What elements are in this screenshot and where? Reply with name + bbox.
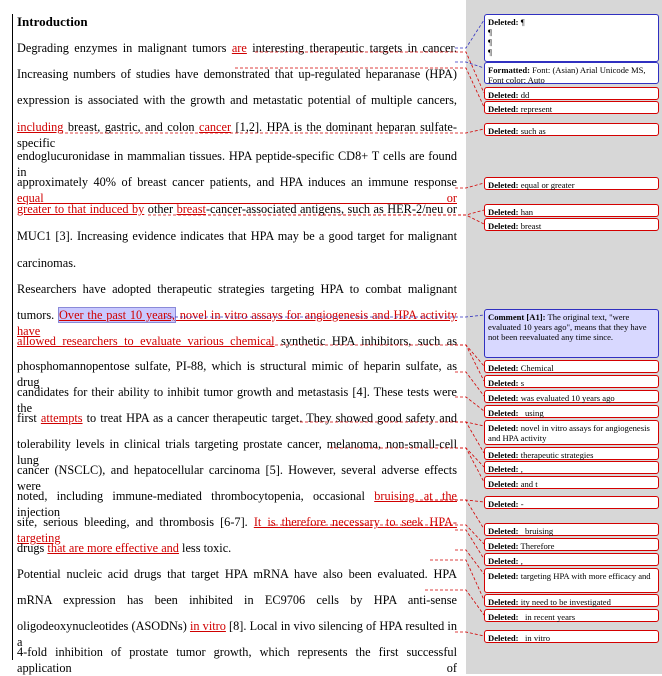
text-run: to treat HPA as a cancer therapeutic target. They showed good safety and [82, 411, 458, 425]
text-run: carcinomas. [17, 256, 77, 270]
inserted-text: that are more effective and [47, 541, 179, 555]
change-bar [12, 14, 13, 660]
text-run: Potential nucleic acid drugs that target HPA mRNA have also been evaluated. HPA [17, 567, 457, 581]
balloon-text: ¶ ¶ ¶ ¶ [488, 17, 525, 57]
balloon-text: han [518, 207, 534, 217]
deletion-balloon[interactable] [484, 594, 659, 607]
text-line [17, 410, 457, 426]
deletion-balloon[interactable] [484, 390, 659, 403]
text-run: interesting therapeutic targets in cancer. [246, 41, 457, 55]
text-run: approximately 40% of breast cancer patients, and HPA induces an immune response [17, 175, 457, 189]
inserted-text: novel in vitro assays for angiogenesis and HPA activity have [17, 308, 458, 338]
text-run: expression is associated with the growth and metastatic potential of multiple cancers, [17, 93, 457, 107]
text-line [17, 644, 457, 675]
text-run: cancer (NSCLC), and hepatocellular carcinoma [5]. However, several adverse effects were [17, 463, 457, 493]
deletion-balloon[interactable] [484, 420, 659, 445]
text-run: [8]. Local in vivo silencing of HPA resulted in a [17, 619, 457, 649]
text-run: phosphomannopentose sulfate, PI-88, which is structural mimic of heparin sulfate, as drug [17, 359, 457, 389]
text-line [17, 514, 458, 545]
text-run: [1,2]. HPA is the dominant heparan sulfate-specific [17, 120, 457, 150]
balloon-text: was evaluated 10 years ago [518, 393, 615, 403]
deletion-balloon[interactable] [484, 177, 659, 190]
balloon-text: ity need to be investigated [518, 597, 611, 607]
text-run: candidates for their ability to inhibit tumor growth and metastasis [4]. These tests were the [17, 385, 457, 415]
text-run: Researchers have adopted therapeutic strategies targeting HPA to combat malignant [17, 282, 457, 296]
deletion-balloon[interactable] [484, 630, 659, 643]
balloon-label: Deleted: [488, 450, 519, 460]
text-run: drugs [17, 541, 48, 555]
balloon-label: Deleted: [488, 423, 519, 433]
text-run: 4-fold inhibition of prostate tumor growth, which represents the first successful application of [17, 645, 457, 675]
balloon-text: equal or greater [518, 180, 575, 190]
text-line [17, 566, 457, 582]
section-heading: Introduction [17, 14, 88, 29]
text-run: endoglucuronidase in mammalian tissues. HPA peptide-specific CD8+ T cells are found in [17, 149, 457, 179]
text-run: less toxic. [178, 541, 232, 555]
text-run: injection [17, 505, 61, 519]
deletion-balloon[interactable] [484, 87, 659, 100]
text-run: Increasing numbers of studies have demonstrated that up-regulated heparanase (HPA) [17, 67, 457, 81]
text-line [17, 148, 457, 179]
text-run: noted, including immune-mediated thrombocytopenia, occasional [17, 489, 375, 503]
text-line [17, 488, 457, 519]
text-run: Degrading enzymes in malignant tumors [17, 41, 232, 55]
balloon-label: Deleted: [488, 479, 519, 489]
balloon-label: Deleted: [488, 633, 519, 643]
balloon-text: in recent years [518, 612, 576, 622]
deletion-balloon[interactable] [484, 123, 659, 136]
text-run: -cancer-associated antigens, such as HER-2/neu or [205, 202, 458, 216]
deletion-balloon[interactable] [484, 609, 659, 622]
text-line [17, 92, 457, 108]
deletion-balloon[interactable] [484, 523, 659, 536]
inserted-text: breast [176, 202, 206, 216]
balloon-text: , [518, 464, 523, 474]
balloon-label: Deleted: [488, 17, 519, 27]
inserted-text: attempts [40, 411, 83, 425]
balloon-text: , [518, 556, 523, 566]
balloon-text: Therefore [518, 541, 555, 551]
balloon-label: Deleted: [488, 90, 519, 100]
deletion-balloon[interactable] [484, 461, 659, 474]
text-line [17, 462, 457, 493]
balloon-label: Deleted: [488, 126, 519, 136]
text-line [17, 255, 457, 271]
balloon-text: s [518, 378, 525, 388]
deletion-balloon[interactable] [484, 360, 659, 373]
deletion-balloon[interactable] [484, 496, 659, 509]
inserted-text: greater to that induced by [17, 202, 145, 216]
balloon-label: Deleted: [488, 612, 519, 622]
text-run: oligodeoxynucleotides (ASODNs) [17, 619, 190, 633]
balloon-text: dd [518, 90, 530, 100]
balloon-text: using [518, 408, 544, 418]
formatting-balloon[interactable] [484, 62, 659, 84]
balloon-label: Deleted: [488, 464, 519, 474]
text-line [17, 384, 457, 415]
balloon-label: Deleted: [488, 363, 519, 373]
text-line [17, 333, 457, 349]
balloon-label: Deleted: [488, 526, 519, 536]
balloon-text: targeting HPA with more efficacy and [518, 571, 651, 581]
balloon-text: Chemical [518, 363, 554, 373]
deletion-balloon[interactable] [484, 568, 659, 593]
balloon-label: Deleted: [488, 556, 519, 566]
inserted-text: including [17, 120, 64, 134]
text-line [17, 358, 457, 389]
text-line [17, 174, 457, 205]
balloon-text: therapeutic strategies [518, 450, 594, 460]
balloon-label: Deleted: [488, 221, 519, 231]
text-line [17, 119, 457, 150]
balloon-text: Font: (Asian) Arial Unicode MS, Font color: Auto [488, 65, 648, 85]
balloon-text: and t [518, 479, 538, 489]
inserted-text: are [231, 41, 247, 55]
balloon-label: Deleted: [488, 207, 519, 217]
deletion-balloon[interactable] [484, 538, 659, 551]
deletion-balloon[interactable] [484, 553, 659, 566]
text-line [17, 66, 457, 82]
balloon-label: Deleted: [488, 180, 519, 190]
text-run: site, serious bleeding, and thrombosis [6-7]. [17, 515, 254, 529]
text-line [17, 307, 458, 338]
inserted-text: cancer [198, 120, 232, 134]
balloon-text: represent [518, 104, 553, 114]
comment-anchor[interactable]: Over the past 10 years, [59, 308, 175, 322]
deletion-balloon[interactable] [484, 447, 659, 460]
balloon-text: novel in vitro assays for angiogenesis and HPA activity [488, 423, 652, 443]
balloon-text: bruising [518, 526, 554, 536]
balloon-label: Deleted: [488, 571, 519, 581]
deletion-balloon[interactable] [484, 218, 659, 231]
inserted-text: bruising at the [374, 489, 457, 503]
text-run: tolerability levels in clinical trials targeting prostate cancer, melanoma, non-small-cell lung [17, 437, 457, 467]
text-line [17, 201, 457, 217]
text-run: other [144, 202, 177, 216]
balloon-text: - [518, 499, 524, 509]
text-line [17, 281, 457, 297]
deletion-balloon[interactable] [484, 14, 659, 62]
balloon-label: Comment [A1]: [488, 312, 546, 322]
text-line [17, 40, 457, 56]
text-run: tumors. [17, 308, 59, 322]
deletion-balloon[interactable] [484, 204, 659, 217]
balloon-text: breast [518, 221, 542, 231]
deletion-balloon[interactable] [484, 375, 659, 388]
balloon-label: Deleted: [488, 408, 519, 418]
balloon-label: Deleted: [488, 541, 519, 551]
inserted-text: equal or [17, 191, 457, 205]
balloon-text: The original text, "were evaluated 10 years ago", means that they have not been reevaluated any time since. [488, 312, 649, 342]
text-line [17, 436, 457, 467]
text-line [17, 228, 457, 244]
balloon-label: Formatted: [488, 65, 530, 75]
text-run: mRNA expression has been inhibited in EC9706 cells by HPA anti-sense [17, 593, 457, 607]
text-run: breast, gastric, and colon [63, 120, 199, 134]
deletion-balloon[interactable] [484, 476, 659, 489]
inserted-text: allowed researchers to evaluate various chemical [17, 334, 275, 348]
text-line [17, 592, 457, 608]
balloon-label: Deleted: [488, 104, 519, 114]
balloon-label: Deleted: [488, 393, 519, 403]
balloon-label: Deleted: [488, 499, 519, 509]
text-run: MUC1 [3]. Increasing evidence indicates that HPA may be a good target for malignant [17, 229, 457, 243]
balloon-label: Deleted: [488, 597, 519, 607]
balloon-text: such as [518, 126, 546, 136]
inserted-text: in vitro [189, 619, 226, 633]
text-run: synthetic HPA inhibitors, such as [274, 334, 458, 348]
balloon-label: Deleted: [488, 378, 519, 388]
inserted-text: It is therefore necessary to seek HPA-targeting [17, 515, 458, 545]
balloon-text: in vitro [518, 633, 551, 643]
comment-balloon[interactable] [484, 309, 659, 358]
text-run: first [17, 411, 41, 425]
deletion-balloon[interactable] [484, 101, 659, 114]
text-line [17, 618, 457, 649]
deletion-balloon[interactable] [484, 405, 659, 418]
text-line [17, 540, 457, 556]
